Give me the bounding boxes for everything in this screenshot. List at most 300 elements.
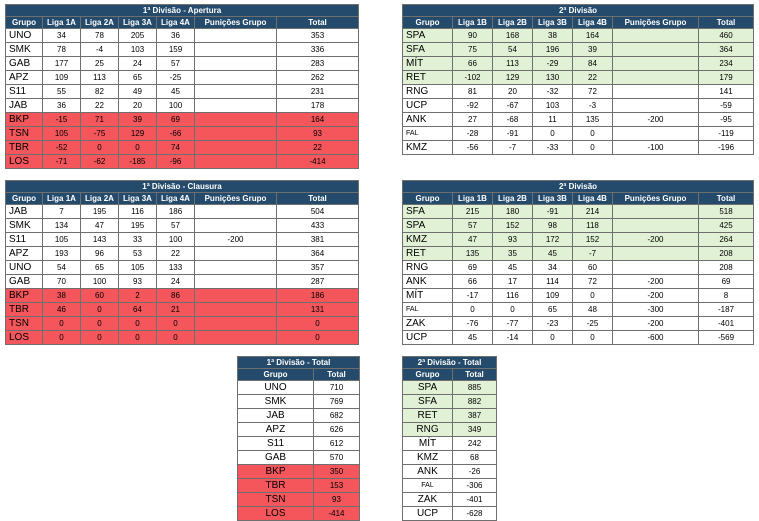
punishment-cell [613, 85, 699, 99]
table-row [238, 423, 360, 437]
punishment-cell: -200 [613, 113, 699, 127]
table-row [403, 437, 497, 451]
table-row [403, 43, 754, 57]
score-cell: 0 [493, 303, 533, 317]
table-row [403, 85, 754, 99]
table-row [6, 43, 359, 57]
table-row [6, 289, 359, 303]
punishment-cell [195, 275, 277, 289]
score-cell: -76 [453, 317, 493, 331]
score-cell: 48 [573, 303, 613, 317]
group-cell: APZ [6, 247, 43, 261]
score-cell: 96 [81, 247, 119, 261]
table-row [238, 493, 360, 507]
table-title-row [403, 5, 754, 17]
table-row [6, 205, 359, 219]
group-cell: LOS [6, 331, 43, 345]
total-cell: 570 [314, 451, 360, 465]
score-cell: 186 [157, 205, 195, 219]
group-cell: MÍT [403, 289, 453, 303]
column-header: Punições Grupo [195, 193, 277, 205]
score-cell: 129 [119, 127, 157, 141]
score-cell: 65 [533, 303, 573, 317]
punishment-cell [613, 71, 699, 85]
table-row [403, 395, 497, 409]
score-cell: -33 [533, 141, 573, 155]
total-cell: 262 [277, 71, 359, 85]
table-row [238, 437, 360, 451]
group-cell: TSN [238, 493, 314, 507]
total-cell: 336 [277, 43, 359, 57]
group-cell: SPA [403, 381, 453, 395]
score-cell: 69 [157, 113, 195, 127]
group-cell: S11 [6, 233, 43, 247]
table-row [6, 141, 359, 155]
group-cell: MÍT [403, 437, 453, 451]
table-row [403, 99, 754, 113]
score-cell: 100 [157, 233, 195, 247]
score-cell: 130 [533, 71, 573, 85]
score-cell: 65 [119, 71, 157, 85]
score-cell: 25 [81, 57, 119, 71]
group-cell: UCP [403, 99, 453, 113]
score-cell: -68 [493, 113, 533, 127]
table-row [403, 289, 754, 303]
group-cell: APZ [6, 71, 43, 85]
score-cell: 72 [573, 275, 613, 289]
group-cell: S11 [6, 85, 43, 99]
score-cell: -77 [493, 317, 533, 331]
score-cell: 36 [43, 99, 81, 113]
score-cell: 47 [453, 233, 493, 247]
score-cell: 57 [453, 219, 493, 233]
total-cell: 186 [277, 289, 359, 303]
table-row [403, 409, 497, 423]
group-cell: FAL [403, 127, 453, 141]
total-cell: 208 [699, 247, 754, 261]
table-title: 1ª Divisão - Total [238, 357, 360, 369]
punishment-cell: -600 [613, 331, 699, 345]
score-cell: -102 [453, 71, 493, 85]
score-cell: 66 [453, 57, 493, 71]
score-cell: -29 [533, 57, 573, 71]
table-row [238, 507, 360, 521]
punishment-cell [613, 219, 699, 233]
score-cell: 72 [573, 85, 613, 99]
total-cell: 231 [277, 85, 359, 99]
column-header: Grupo [6, 193, 43, 205]
group-cell: RET [403, 71, 453, 85]
score-cell: 0 [81, 141, 119, 155]
score-cell: 0 [81, 303, 119, 317]
score-cell: 86 [157, 289, 195, 303]
header-row [403, 17, 754, 29]
score-cell: -23 [533, 317, 573, 331]
group-cell: KMZ [403, 141, 453, 155]
table-row [6, 247, 359, 261]
total-cell: 710 [314, 381, 360, 395]
table-2a-divisao-total [402, 356, 497, 521]
table-row [403, 451, 497, 465]
table-row [6, 317, 359, 331]
punishment-cell [195, 219, 277, 233]
score-cell: 152 [493, 219, 533, 233]
score-cell: 205 [119, 29, 157, 43]
score-cell: 34 [43, 29, 81, 43]
score-cell: 105 [43, 127, 81, 141]
score-cell: -28 [453, 127, 493, 141]
punishment-cell [195, 261, 277, 275]
table-row [6, 99, 359, 113]
score-cell: 0 [81, 317, 119, 331]
punishment-cell [613, 29, 699, 43]
column-header: Grupo [6, 17, 43, 29]
group-cell: UNO [6, 29, 43, 43]
score-cell: 82 [81, 85, 119, 99]
group-cell: KMZ [403, 451, 453, 465]
score-cell: 195 [119, 219, 157, 233]
score-cell: 113 [81, 71, 119, 85]
group-cell: UCP [403, 331, 453, 345]
table-row [403, 423, 497, 437]
group-cell: TBR [6, 303, 43, 317]
header-row [238, 369, 360, 381]
score-cell: 135 [453, 247, 493, 261]
score-cell: 116 [119, 205, 157, 219]
column-header: Liga 3A [119, 193, 157, 205]
total-cell: 8 [699, 289, 754, 303]
table-title: 2ª Divisão [403, 181, 754, 193]
table-row [6, 261, 359, 275]
total-cell: -187 [699, 303, 754, 317]
score-cell: -25 [573, 317, 613, 331]
score-cell: 54 [43, 261, 81, 275]
table-row [403, 113, 754, 127]
punishment-cell [613, 127, 699, 141]
total-cell: 682 [314, 409, 360, 423]
table-row [403, 303, 754, 317]
table-row [238, 465, 360, 479]
total-cell: 626 [314, 423, 360, 437]
group-cell: BKP [6, 113, 43, 127]
total-cell: 242 [453, 437, 497, 451]
column-header: Liga 4B [573, 193, 613, 205]
total-cell: 0 [277, 317, 359, 331]
total-cell: -196 [699, 141, 754, 155]
total-cell: 769 [314, 395, 360, 409]
score-cell: 45 [493, 261, 533, 275]
group-cell: JAB [238, 409, 314, 423]
total-cell: -569 [699, 331, 754, 345]
score-cell: 152 [573, 233, 613, 247]
score-cell: 105 [43, 233, 81, 247]
score-cell: 46 [43, 303, 81, 317]
score-cell: 109 [533, 289, 573, 303]
group-cell: UCP [403, 507, 453, 521]
score-cell: 103 [533, 99, 573, 113]
header-row [403, 369, 497, 381]
group-cell: TBR [238, 479, 314, 493]
total-cell: 460 [699, 29, 754, 43]
table-row [403, 57, 754, 71]
score-cell: 45 [453, 331, 493, 345]
total-cell: 131 [277, 303, 359, 317]
group-cell: JAB [6, 205, 43, 219]
score-cell: 57 [157, 219, 195, 233]
group-cell: KMZ [403, 233, 453, 247]
score-cell: 39 [119, 113, 157, 127]
column-header: Total [699, 17, 754, 29]
total-cell: 153 [314, 479, 360, 493]
group-cell: SMK [238, 395, 314, 409]
column-header: Grupo [238, 369, 314, 381]
total-cell: 68 [453, 451, 497, 465]
score-cell: 196 [533, 43, 573, 57]
score-cell: 0 [119, 317, 157, 331]
punishment-cell [195, 317, 277, 331]
column-header: Liga 1A [43, 193, 81, 205]
punishment-cell [195, 29, 277, 43]
score-cell: 0 [43, 331, 81, 345]
column-header: Liga 3B [533, 193, 573, 205]
score-cell: 55 [43, 85, 81, 99]
total-cell: 178 [277, 99, 359, 113]
score-cell: 38 [43, 289, 81, 303]
table-row [6, 71, 359, 85]
table-title-row [403, 181, 754, 193]
score-cell: 129 [493, 71, 533, 85]
table-title-row [6, 5, 359, 17]
score-cell: 116 [493, 289, 533, 303]
table-row [6, 127, 359, 141]
total-cell: -119 [699, 127, 754, 141]
punishment-cell [613, 261, 699, 275]
table-row [6, 275, 359, 289]
score-cell: 0 [157, 331, 195, 345]
score-cell: 81 [453, 85, 493, 99]
column-header: Liga 3A [119, 17, 157, 29]
group-cell: TSN [6, 317, 43, 331]
table-row [6, 113, 359, 127]
table-row [403, 465, 497, 479]
punishment-cell: -200 [195, 233, 277, 247]
column-header: Punições Grupo [613, 17, 699, 29]
table-row [403, 275, 754, 289]
table-row [6, 303, 359, 317]
table-row [6, 219, 359, 233]
column-header: Liga 1A [43, 17, 81, 29]
score-cell: -7 [573, 247, 613, 261]
group-cell: TBR [6, 141, 43, 155]
punishment-cell: -200 [613, 233, 699, 247]
header-row [6, 193, 359, 205]
score-cell: 27 [453, 113, 493, 127]
score-cell: 39 [573, 43, 613, 57]
score-cell: 0 [119, 141, 157, 155]
group-cell: FAL [403, 303, 453, 317]
punishment-cell [195, 43, 277, 57]
column-header: Grupo [403, 193, 453, 205]
score-cell: 22 [157, 247, 195, 261]
score-cell: 0 [81, 331, 119, 345]
table-row [6, 29, 359, 43]
column-header: Liga 1B [453, 17, 493, 29]
punishment-cell [195, 71, 277, 85]
punishment-cell [195, 99, 277, 113]
score-cell: 45 [533, 247, 573, 261]
score-cell: 100 [81, 275, 119, 289]
table-row [403, 127, 754, 141]
table-row [238, 409, 360, 423]
score-cell: 22 [81, 99, 119, 113]
score-cell: 22 [573, 71, 613, 85]
score-cell: 90 [453, 29, 493, 43]
score-cell: 0 [573, 289, 613, 303]
score-cell: 57 [157, 57, 195, 71]
punishment-cell [613, 99, 699, 113]
total-cell: -414 [277, 155, 359, 169]
score-cell: 135 [573, 113, 613, 127]
table-row [238, 381, 360, 395]
column-header: Liga 2B [493, 193, 533, 205]
table-row [238, 479, 360, 493]
column-header: Liga 1B [453, 193, 493, 205]
punishment-cell [195, 155, 277, 169]
score-cell: -3 [573, 99, 613, 113]
punishment-cell [195, 205, 277, 219]
table-2a-divisao-clausura [402, 180, 754, 345]
score-cell: -56 [453, 141, 493, 155]
score-cell: 84 [573, 57, 613, 71]
total-cell: 350 [314, 465, 360, 479]
score-cell: 113 [493, 57, 533, 71]
column-header: Liga 2A [81, 17, 119, 29]
score-cell: -32 [533, 85, 573, 99]
group-cell: GAB [6, 57, 43, 71]
score-cell: 114 [533, 275, 573, 289]
table-row [403, 205, 754, 219]
group-cell: UNO [6, 261, 43, 275]
table-1a-divisao-apertura [5, 4, 359, 169]
table-row [6, 331, 359, 345]
score-cell: 172 [533, 233, 573, 247]
score-cell: 143 [81, 233, 119, 247]
score-cell: 193 [43, 247, 81, 261]
score-cell: 133 [157, 261, 195, 275]
total-cell: 22 [277, 141, 359, 155]
total-cell: 357 [277, 261, 359, 275]
score-cell: 47 [81, 219, 119, 233]
group-cell: APZ [238, 423, 314, 437]
punishment-cell: -200 [613, 289, 699, 303]
table-row [403, 29, 754, 43]
column-header: Total [699, 193, 754, 205]
score-cell: 105 [119, 261, 157, 275]
score-cell: -67 [493, 99, 533, 113]
score-cell: 35 [493, 247, 533, 261]
punishment-cell: -100 [613, 141, 699, 155]
table-row [403, 261, 754, 275]
total-cell: 882 [453, 395, 497, 409]
group-cell: SMK [6, 43, 43, 57]
total-cell: -401 [453, 493, 497, 507]
score-cell: -96 [157, 155, 195, 169]
column-header: Liga 2A [81, 193, 119, 205]
score-cell: 65 [81, 261, 119, 275]
table-row [403, 317, 754, 331]
table-row [403, 233, 754, 247]
total-cell: -306 [453, 479, 497, 493]
table-1a-divisao-clausura [5, 180, 359, 345]
total-cell: -59 [699, 99, 754, 113]
score-cell: 45 [157, 85, 195, 99]
score-cell: 60 [81, 289, 119, 303]
group-cell: ANK [403, 275, 453, 289]
score-cell: 93 [119, 275, 157, 289]
table-row [403, 381, 497, 395]
table-row [403, 507, 497, 521]
group-cell: BKP [6, 289, 43, 303]
group-cell: SFA [403, 43, 453, 57]
score-cell: 38 [533, 29, 573, 43]
column-header: Liga 4B [573, 17, 613, 29]
table-row [403, 71, 754, 85]
total-cell: -414 [314, 507, 360, 521]
group-cell: ANK [403, 465, 453, 479]
total-cell: 164 [277, 113, 359, 127]
score-cell: 0 [533, 331, 573, 345]
score-cell: -185 [119, 155, 157, 169]
score-cell: 64 [119, 303, 157, 317]
score-cell: 180 [493, 205, 533, 219]
table-row [403, 479, 497, 493]
total-cell: 381 [277, 233, 359, 247]
punishment-cell [613, 57, 699, 71]
total-cell: 433 [277, 219, 359, 233]
group-cell: SMK [6, 219, 43, 233]
score-cell: -71 [43, 155, 81, 169]
punishment-cell [195, 303, 277, 317]
table-title-row [6, 181, 359, 193]
punishment-cell [195, 289, 277, 303]
score-cell: 98 [533, 219, 573, 233]
total-cell: 885 [453, 381, 497, 395]
column-header: Grupo [403, 369, 453, 381]
total-cell: 264 [699, 233, 754, 247]
total-cell: 364 [277, 247, 359, 261]
score-cell: 60 [573, 261, 613, 275]
column-header: Liga 4A [157, 17, 195, 29]
score-cell: 177 [43, 57, 81, 71]
group-cell: LOS [6, 155, 43, 169]
score-cell: 36 [157, 29, 195, 43]
score-cell: 69 [453, 261, 493, 275]
group-cell: ZAK [403, 493, 453, 507]
group-cell: TSN [6, 127, 43, 141]
table-title: 2ª Divisão [403, 5, 754, 17]
total-cell: -628 [453, 507, 497, 521]
column-header: Liga 2B [493, 17, 533, 29]
punishment-cell [613, 205, 699, 219]
punishment-cell [195, 57, 277, 71]
punishment-cell [195, 85, 277, 99]
score-cell: 75 [453, 43, 493, 57]
table-title: 2ª Divisão - Total [403, 357, 497, 369]
score-cell: 0 [119, 331, 157, 345]
score-cell: 21 [157, 303, 195, 317]
score-cell: 164 [573, 29, 613, 43]
score-cell: -52 [43, 141, 81, 155]
